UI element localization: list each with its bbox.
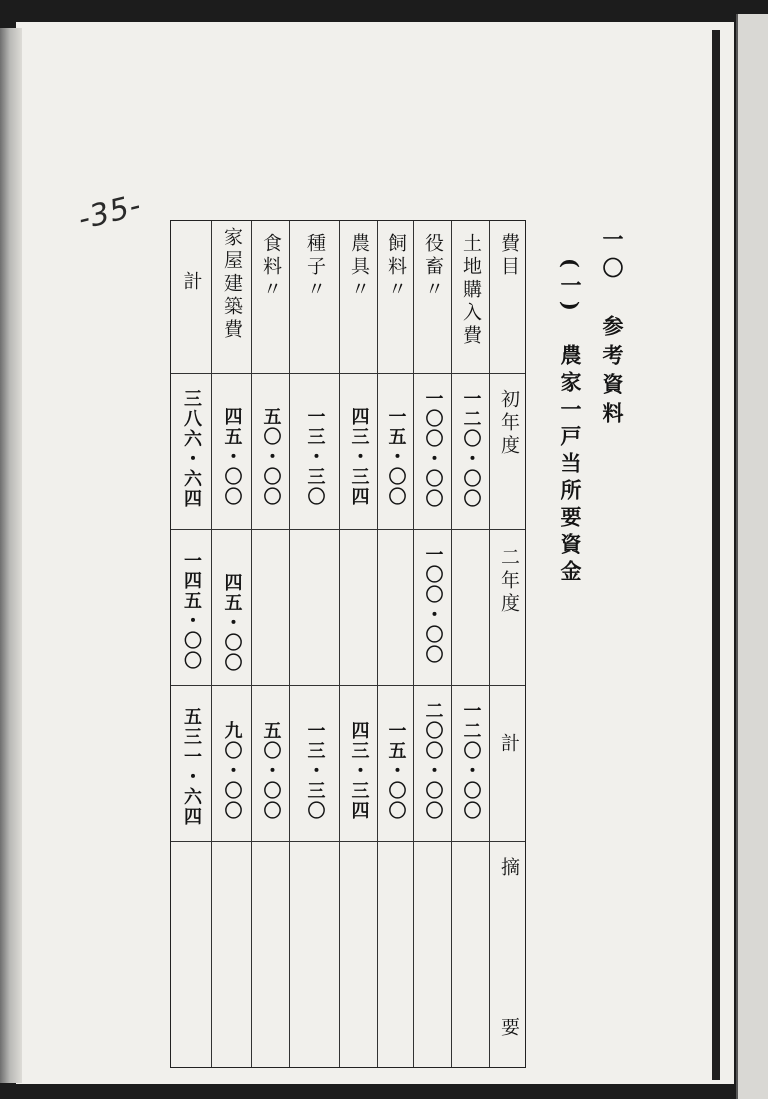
row-year2: 四五・〇〇	[221, 573, 243, 673]
page-number: -35-	[74, 187, 146, 238]
section-heading: 一〇 参考資料	[600, 228, 625, 431]
table-row	[211, 221, 251, 1067]
table-row	[451, 221, 489, 1067]
table-row	[251, 221, 289, 1067]
table-row	[289, 221, 339, 1067]
row-year2: 一〇〇・〇〇	[422, 545, 444, 665]
row-total: 五〇・〇〇	[260, 721, 282, 821]
funds-table	[170, 220, 526, 1068]
row-item: 食料〃	[260, 233, 282, 302]
table-row-total	[171, 221, 211, 1067]
row-year1: 一二〇・〇〇	[460, 389, 482, 509]
row-total: 九〇・〇〇	[221, 721, 243, 821]
header-remarks: 摘	[498, 857, 520, 880]
row-total: 一五・〇〇	[385, 721, 407, 821]
row-year1: 一三・三〇	[304, 407, 326, 507]
table-row	[377, 221, 413, 1067]
row-year1: 四五・〇〇	[221, 407, 243, 507]
row-item: 役畜〃	[422, 233, 444, 302]
header-year1: 初年度	[498, 389, 520, 458]
table-row	[413, 221, 451, 1067]
next-page-edge	[736, 14, 768, 1099]
binding-edge	[712, 30, 720, 1080]
section-subheading: (一) 農家一戸当所要資金	[558, 258, 583, 587]
row-year1: 一五・〇〇	[385, 407, 407, 507]
row-year1: 三八六・六四	[181, 389, 202, 509]
header-year2: 二年度	[498, 547, 520, 616]
row-item: 農具〃	[348, 233, 370, 302]
row-item: 計	[180, 271, 203, 294]
row-total: 五三一・六四	[181, 707, 202, 827]
row-item: 土地購入費	[460, 233, 482, 348]
header-remarks: 要	[498, 1017, 520, 1040]
row-year1: 五〇・〇〇	[260, 407, 282, 507]
row-total: 二〇〇・〇〇	[422, 701, 444, 821]
table-row	[339, 221, 377, 1067]
row-year1: 四三・三四	[348, 407, 370, 507]
table-header-column	[489, 221, 527, 1067]
row-total: 一二〇・〇〇	[460, 701, 482, 821]
row-year1: 一〇〇・〇〇	[422, 389, 444, 509]
page-edge	[0, 28, 22, 1083]
row-item: 種子〃	[304, 233, 326, 302]
row-total: 一三・三〇	[304, 721, 326, 821]
row-year2: 一四五・〇〇	[181, 551, 202, 671]
row-total: 四三・三四	[348, 721, 370, 821]
header-total: 計	[498, 733, 520, 756]
header-item: 費目	[498, 233, 520, 279]
row-item: 飼料〃	[385, 233, 407, 302]
row-item: 家屋建築費	[221, 227, 243, 342]
